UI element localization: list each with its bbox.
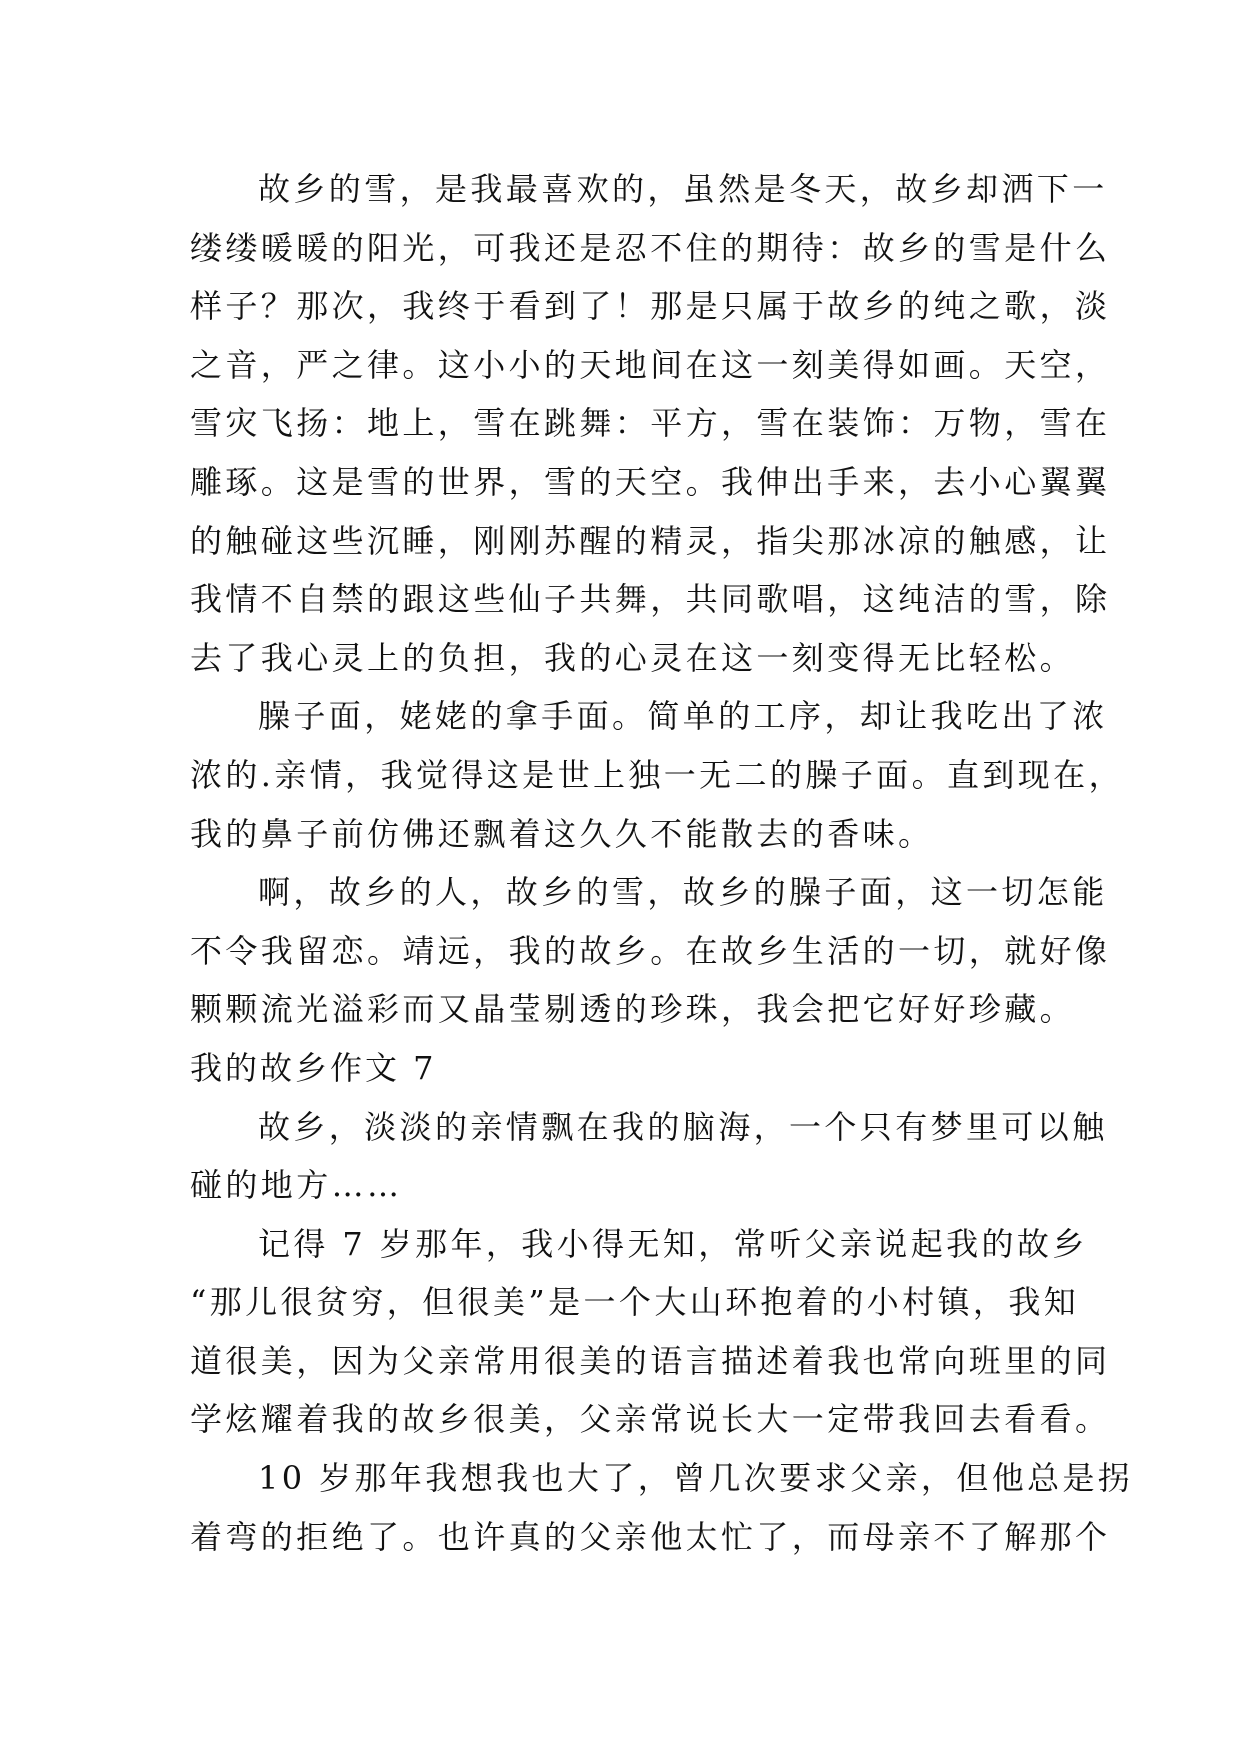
section-title: 我的故乡作文 7 (190, 1048, 437, 1087)
text-line: 样子？那次，我终于看到了！那是只属于故乡的纯之歌，淡 (190, 287, 1111, 326)
text-line: 浓的.亲情，我觉得这是世上独一无二的臊子面。直到现在， (190, 755, 1124, 794)
text-line: 去了我心灵上的负担，我的心灵在这一刻变得无比轻松。 (190, 638, 1076, 677)
text-line: 学炫耀着我的故乡很美，父亲常说长大一定带我回去看看。 (190, 1400, 1111, 1439)
text-line: 道很美，因为父亲常用很美的语言描述着我也常向班里的同 (190, 1341, 1111, 1380)
text-line: 碰的地方…… (190, 1166, 403, 1205)
text-line: 故乡，淡淡的亲情飘在我的脑海，一个只有梦里可以触 (258, 1107, 1108, 1146)
paragraph-intro (190, 1098, 1108, 1215)
paragraph-hometown (190, 863, 1111, 1039)
text-line: 10 岁那年我想我也大了，曾几次要求父亲，但他总是拐 (258, 1459, 1134, 1498)
text-line: 故乡的雪，是我最喜欢的，虽然是冬天，故乡却洒下一 (258, 170, 1108, 208)
text-line: 着弯的拒绝了。也许真的父亲他太忙了，而母亲不了解那个 (190, 1517, 1111, 1556)
text-line: “那儿很贫穷，但很美”是一个大山环抱着的小村镇，我知 (190, 1283, 1080, 1322)
paragraph-age-ten (190, 1449, 1134, 1566)
text-line: 雕琢。这是雪的世界，雪的天空。我伸出手来，去小心翼翼 (190, 462, 1111, 501)
text-line: 颗颗流光溢彩而又晶莹剔透的珍珠，我会把它好好珍藏。 (190, 990, 1076, 1029)
text-line: 之音，严之律。这小小的天地间在这一刻美得如画。天空， (190, 345, 1111, 384)
document-page (190, 160, 1134, 1566)
text-line: 啊，故乡的人，故乡的雪，故乡的臊子面，这一切怎能 (258, 873, 1108, 912)
paragraph-noodles (190, 687, 1124, 863)
text-line: 臊子面，姥姥的拿手面。简单的工序，却让我吃出了浓 (258, 697, 1108, 736)
text-line: 的触碰这些沉睡，刚刚苏醒的精灵，指尖那冰凉的触感，让 (190, 521, 1111, 560)
text-line: 我情不自禁的跟这些仙子共舞，共同歌唱，这纯洁的雪，除 (190, 580, 1111, 619)
text-line: 记得 7 岁那年，我小得无知，常听父亲说起我的故乡 (258, 1224, 1088, 1263)
text-line: 我的鼻子前仿佛还飘着这久久不能散去的香味。 (190, 814, 934, 853)
paragraph-snow (190, 160, 1111, 687)
paragraph-age-seven (190, 1215, 1111, 1449)
text-line: 缕缕暖暖的阳光，可我还是忍不住的期待：故乡的雪是什么 (190, 228, 1111, 267)
section-heading (190, 1039, 1070, 1098)
text-line: 不令我留恋。靖远，我的故乡。在故乡生活的一切，就好像 (190, 931, 1111, 970)
text-line: 雪灾飞扬：地上，雪在跳舞：平方，雪在装饰：万物，雪在 (190, 404, 1111, 443)
